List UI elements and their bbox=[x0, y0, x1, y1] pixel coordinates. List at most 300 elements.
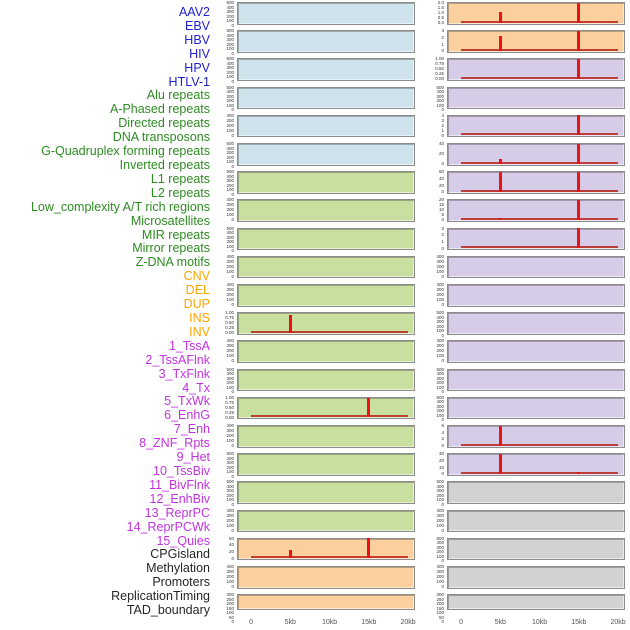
y-tick-label: 0 bbox=[441, 161, 444, 166]
red-spike bbox=[577, 115, 580, 135]
y-tick-label: 200 bbox=[436, 408, 444, 414]
y-tick-label: 0.75 bbox=[225, 315, 234, 321]
profile-panel bbox=[237, 369, 415, 392]
row-label: INV bbox=[189, 324, 210, 339]
row-label: Inverted repeats bbox=[119, 158, 210, 172]
red-spike bbox=[499, 172, 502, 192]
y-tick-label: 400 bbox=[226, 145, 234, 151]
red-spike bbox=[289, 550, 292, 558]
y-axis-ticks bbox=[409, 114, 444, 139]
y-axis-ticks bbox=[409, 227, 444, 252]
y-tick-label: 500 bbox=[436, 394, 444, 400]
row-label: TAD_boundary bbox=[126, 603, 210, 618]
y-tick-label: 0 bbox=[441, 501, 444, 507]
row-label: 1_TssA bbox=[169, 338, 210, 353]
profile-panel bbox=[237, 594, 415, 610]
y-tick-label: 100 bbox=[226, 18, 234, 23]
y-axis-ticks bbox=[199, 509, 234, 534]
y-tick-label: 400 bbox=[226, 564, 234, 569]
profile-panel bbox=[447, 538, 625, 561]
y-tick-label: 0 bbox=[441, 417, 444, 423]
x-tick-label: 10kb bbox=[531, 619, 548, 626]
y-tick-label: 300 bbox=[226, 592, 234, 598]
y-tick-label: 500 bbox=[226, 0, 234, 5]
y-axis-ticks bbox=[199, 198, 234, 223]
profile-panel bbox=[237, 30, 415, 53]
y-tick-label: 15 bbox=[438, 202, 444, 208]
red-spike bbox=[499, 426, 502, 446]
y-tick-label: 300 bbox=[436, 569, 444, 574]
y-tick-label: 200 bbox=[226, 239, 234, 245]
y-tick-label: 300 bbox=[436, 488, 444, 494]
y-tick-label: 100 bbox=[226, 438, 234, 443]
y-tick-label: 200 bbox=[436, 98, 444, 104]
profile-panel bbox=[237, 481, 415, 504]
y-axis-ticks bbox=[199, 57, 234, 82]
y-axis-ticks bbox=[199, 29, 234, 54]
baseline-curve bbox=[461, 218, 618, 220]
y-tick-label: 0 bbox=[231, 389, 234, 395]
y-tick-label: 5 bbox=[441, 212, 444, 218]
row-label: G-Quadruplex forming repeats bbox=[41, 144, 210, 159]
y-tick-label: 200 bbox=[226, 182, 234, 188]
y-tick-label: 200 bbox=[226, 464, 234, 470]
y-tick-label: 200 bbox=[436, 263, 444, 269]
baseline-curve bbox=[251, 415, 408, 417]
profile-panel bbox=[447, 312, 625, 335]
y-axis-ticks bbox=[409, 311, 444, 336]
y-tick-label: 300 bbox=[226, 178, 234, 184]
profile-panel bbox=[447, 425, 625, 448]
profile-panel bbox=[237, 425, 415, 448]
y-tick-label: 20 bbox=[438, 457, 444, 463]
y-tick-label: 1.5 bbox=[437, 5, 444, 10]
y-axis-ticks bbox=[199, 227, 234, 252]
x-tick-label: 20kb bbox=[610, 619, 626, 626]
y-tick-label: 0 bbox=[441, 619, 444, 625]
y-tick-label: 0 bbox=[441, 471, 444, 477]
y-tick-label: 200 bbox=[226, 154, 234, 160]
y-tick-label: 400 bbox=[226, 60, 234, 66]
y-tick-label: 400 bbox=[226, 197, 234, 203]
y-tick-label: 300 bbox=[226, 150, 234, 155]
red-spike bbox=[577, 3, 580, 23]
y-tick-label: 200 bbox=[436, 348, 444, 354]
y-tick-label: 100 bbox=[226, 46, 234, 52]
row-label: Alu repeats bbox=[146, 88, 210, 103]
y-tick-label: 500 bbox=[226, 451, 234, 457]
y-tick-label: 0 bbox=[231, 584, 234, 589]
y-tick-label: 0 bbox=[231, 22, 234, 28]
profile-panel bbox=[447, 30, 625, 53]
y-tick-label: 0 bbox=[441, 189, 444, 195]
y-tick-label: 300 bbox=[436, 319, 444, 325]
y-tick-label: 0 bbox=[441, 527, 444, 533]
y-tick-label: 20 bbox=[438, 182, 444, 188]
y-tick-label: 500 bbox=[226, 141, 234, 146]
y-tick-label: 0.25 bbox=[435, 71, 444, 77]
y-tick-label: 100 bbox=[436, 297, 444, 302]
y-tick-label: 100 bbox=[436, 553, 444, 559]
red-spike bbox=[367, 538, 370, 558]
y-tick-label: 300 bbox=[226, 512, 234, 518]
profile-panel bbox=[447, 199, 625, 222]
red-spike bbox=[577, 59, 580, 79]
y-tick-label: 0 bbox=[441, 584, 444, 589]
y-tick-label: 300 bbox=[226, 202, 234, 208]
y-axis-ticks bbox=[199, 283, 234, 308]
x-tick-label: 5kb bbox=[284, 619, 296, 626]
y-tick-label: 0.75 bbox=[225, 399, 234, 405]
profile-panel bbox=[447, 228, 625, 251]
y-tick-label: 200 bbox=[226, 574, 234, 579]
baseline-curve bbox=[461, 49, 618, 51]
row-label: INS bbox=[189, 311, 210, 326]
profile-panel bbox=[237, 143, 415, 166]
profile-panel bbox=[447, 171, 625, 194]
row-label: 14_ReprPCWk bbox=[126, 519, 210, 534]
y-tick-label: 100 bbox=[436, 328, 444, 334]
y-tick-label: 300 bbox=[226, 93, 234, 99]
y-tick-label: 200 bbox=[436, 380, 444, 386]
red-spike bbox=[499, 36, 502, 51]
profile-panel bbox=[447, 566, 625, 589]
y-tick-label: 400 bbox=[436, 89, 444, 95]
y-axis-ticks bbox=[199, 480, 234, 505]
y-axis-ticks bbox=[199, 142, 234, 167]
y-tick-label: 300 bbox=[436, 258, 444, 264]
y-axis-ticks bbox=[199, 396, 234, 421]
y-tick-label: 100 bbox=[226, 353, 234, 359]
y-tick-label: 0 bbox=[231, 132, 234, 138]
profile-panel bbox=[237, 58, 415, 81]
red-spike bbox=[577, 472, 580, 474]
y-tick-label: 100 bbox=[226, 610, 234, 616]
y-axis-ticks bbox=[409, 565, 444, 590]
row-label: CPGisland bbox=[150, 547, 210, 562]
red-spike bbox=[499, 12, 502, 23]
baseline-curve bbox=[461, 133, 618, 135]
y-tick-label: 200 bbox=[436, 517, 444, 523]
y-tick-label: 10 bbox=[438, 464, 444, 470]
row-label: EBV bbox=[184, 18, 210, 33]
y-tick-label: 100 bbox=[436, 412, 444, 418]
y-tick-label: 400 bbox=[226, 423, 234, 428]
y-tick-label: 500 bbox=[436, 310, 444, 316]
y-tick-label: 2.0 bbox=[437, 0, 444, 5]
y-tick-label: 400 bbox=[226, 282, 234, 287]
y-tick-label: 400 bbox=[226, 371, 234, 377]
y-axis-ticks bbox=[409, 57, 444, 82]
y-tick-label: 50 bbox=[438, 614, 444, 620]
profile-panel bbox=[447, 594, 625, 610]
y-tick-label: 400 bbox=[226, 230, 234, 236]
y-tick-label: 200 bbox=[226, 348, 234, 354]
y-tick-label: 0 bbox=[441, 107, 444, 113]
y-tick-label: 300 bbox=[226, 569, 234, 574]
y-tick-label: 400 bbox=[436, 282, 444, 287]
y-tick-label: 200 bbox=[226, 41, 234, 47]
row-label: Mirror repeats bbox=[132, 241, 210, 256]
row-label: DUP bbox=[183, 297, 210, 312]
y-tick-label: 400 bbox=[436, 253, 444, 259]
row-label: 15_Quies bbox=[156, 533, 210, 548]
y-tick-label: 100 bbox=[436, 102, 444, 108]
y-tick-label: 0 bbox=[441, 132, 444, 138]
y-tick-label: 200 bbox=[436, 323, 444, 329]
y-axis-ticks bbox=[199, 565, 234, 590]
profile-panel bbox=[237, 312, 415, 335]
y-tick-label: 1.0 bbox=[437, 10, 444, 15]
profile-panel bbox=[447, 115, 625, 138]
profile-panel bbox=[237, 2, 415, 25]
y-tick-label: 0 bbox=[231, 473, 234, 479]
y-tick-label: 300 bbox=[226, 488, 234, 494]
row-label: HBV bbox=[184, 32, 210, 47]
row-label: 13_ReprPC bbox=[144, 505, 210, 520]
profile-panel bbox=[237, 228, 415, 251]
y-tick-label: 60 bbox=[438, 169, 444, 175]
red-spike bbox=[577, 144, 580, 164]
row-label: 2_TssAFlnk bbox=[145, 352, 210, 367]
row-label: 12_EnhBiv bbox=[149, 491, 210, 506]
y-tick-label: 200 bbox=[226, 263, 234, 269]
y-tick-label: 200 bbox=[226, 380, 234, 386]
y-tick-label: 300 bbox=[226, 234, 234, 240]
row-label: Low_complexity A/T rich regions bbox=[30, 199, 210, 214]
y-tick-label: 10 bbox=[438, 207, 444, 213]
y-tick-label: 300 bbox=[226, 428, 234, 433]
y-tick-label: 400 bbox=[436, 399, 444, 405]
y-tick-label: 100 bbox=[226, 74, 234, 80]
y-tick-label: 1 bbox=[441, 127, 444, 133]
y-tick-label: 100 bbox=[436, 268, 444, 274]
row-label: Methylation bbox=[146, 561, 210, 576]
y-axis-ticks bbox=[199, 592, 234, 625]
y-tick-label: 400 bbox=[436, 314, 444, 320]
row-label: Z-DNA motifs bbox=[135, 255, 210, 270]
profile-panel bbox=[447, 481, 625, 504]
y-axis-ticks bbox=[409, 396, 444, 421]
y-tick-label: 300 bbox=[436, 403, 444, 409]
y-tick-label: 200 bbox=[226, 492, 234, 498]
y-tick-label: 500 bbox=[226, 169, 234, 175]
red-spike bbox=[499, 218, 502, 220]
y-tick-label: 200 bbox=[436, 292, 444, 297]
row-label: DEL bbox=[185, 283, 210, 298]
y-tick-label: 100 bbox=[436, 610, 444, 616]
y-tick-label: 1 bbox=[441, 238, 444, 244]
baseline-curve bbox=[461, 162, 618, 164]
baseline-curve bbox=[251, 556, 408, 558]
profile-panel bbox=[237, 87, 415, 110]
y-axis-ticks bbox=[199, 1, 234, 26]
y-tick-label: 20 bbox=[438, 151, 444, 156]
y-tick-label: 300 bbox=[226, 258, 234, 264]
y-tick-label: 200 bbox=[226, 98, 234, 104]
y-tick-label: 0 bbox=[441, 558, 444, 564]
y-tick-label: 0.00 bbox=[225, 330, 234, 336]
profile-panel bbox=[447, 453, 625, 476]
y-tick-label: 100 bbox=[436, 497, 444, 503]
y-tick-label: 3 bbox=[441, 28, 444, 34]
red-spike bbox=[577, 172, 580, 192]
y-tick-label: 400 bbox=[226, 32, 234, 38]
baseline-curve bbox=[461, 246, 618, 248]
y-tick-label: 300 bbox=[436, 93, 444, 99]
y-axis-ticks bbox=[409, 537, 444, 562]
y-tick-label: 500 bbox=[436, 479, 444, 485]
y-tick-label: 200 bbox=[226, 433, 234, 438]
y-axis-ticks bbox=[409, 86, 444, 111]
row-label: HPV bbox=[184, 60, 210, 75]
row-label: CNV bbox=[183, 269, 210, 284]
baseline-curve bbox=[251, 331, 408, 333]
y-tick-label: 300 bbox=[226, 9, 234, 14]
y-axis-ticks bbox=[409, 368, 444, 393]
y-tick-label: 200 bbox=[226, 69, 234, 75]
y-tick-label: 30 bbox=[438, 451, 444, 457]
y-axis-ticks bbox=[199, 537, 234, 562]
y-tick-label: 400 bbox=[226, 253, 234, 259]
y-tick-label: 200 bbox=[226, 122, 234, 128]
y-tick-label: 60 bbox=[228, 535, 234, 541]
y-tick-label: 100 bbox=[436, 522, 444, 528]
profile-panel bbox=[237, 340, 415, 363]
y-tick-label: 400 bbox=[226, 507, 234, 513]
y-axis-ticks bbox=[409, 452, 444, 477]
y-tick-label: 0 bbox=[441, 442, 444, 448]
y-tick-label: 0 bbox=[231, 50, 234, 56]
y-tick-label: 500 bbox=[226, 225, 234, 231]
row-label: 7_Enh bbox=[173, 422, 210, 437]
x-tick-label: 15kb bbox=[361, 619, 377, 626]
y-tick-label: 0 bbox=[231, 555, 234, 561]
profile-panel bbox=[447, 284, 625, 307]
row-label: Promoters bbox=[152, 575, 210, 590]
y-tick-label: 0 bbox=[231, 619, 234, 625]
y-tick-label: 500 bbox=[226, 56, 234, 62]
y-tick-label: 0 bbox=[231, 358, 234, 364]
y-axis-ticks bbox=[199, 368, 234, 393]
y-tick-label: 0 bbox=[231, 527, 234, 533]
y-tick-label: 400 bbox=[226, 338, 234, 344]
y-tick-label: 0.00 bbox=[435, 76, 444, 82]
row-labels bbox=[0, 0, 210, 630]
y-tick-label: 400 bbox=[436, 564, 444, 569]
row-label: 3_TxFlnk bbox=[158, 366, 210, 381]
x-tick-label: 20kb bbox=[400, 619, 416, 626]
row-label: Microsatellites bbox=[130, 213, 210, 228]
red-spike bbox=[499, 159, 502, 164]
y-tick-label: 400 bbox=[436, 483, 444, 489]
y-tick-label: 100 bbox=[436, 353, 444, 359]
profile-panel bbox=[237, 199, 415, 222]
y-axis-ticks bbox=[199, 255, 234, 280]
y-tick-label: 0.0 bbox=[437, 20, 444, 25]
row-label: HTLV-1 bbox=[168, 74, 210, 89]
row-label: 4_Tx bbox=[182, 380, 210, 395]
profile-panel bbox=[447, 256, 625, 279]
y-tick-label: 400 bbox=[226, 4, 234, 10]
red-spike bbox=[577, 228, 580, 248]
y-tick-label: 0 bbox=[441, 332, 444, 338]
y-tick-label: 0.75 bbox=[435, 61, 444, 67]
red-spike bbox=[367, 398, 370, 417]
y-tick-label: 100 bbox=[226, 159, 234, 164]
y-tick-label: 400 bbox=[436, 540, 444, 546]
y-tick-label: 500 bbox=[226, 28, 234, 34]
row-label: MIR repeats bbox=[141, 227, 210, 242]
y-tick-label: 300 bbox=[436, 287, 444, 292]
y-tick-label: 40 bbox=[228, 542, 234, 548]
profile-panel bbox=[237, 453, 415, 476]
profile-panel bbox=[447, 340, 625, 363]
y-tick-label: 20 bbox=[228, 549, 234, 555]
y-tick-label: 50 bbox=[228, 614, 234, 620]
y-axis-ticks bbox=[199, 311, 234, 336]
y-tick-label: 300 bbox=[436, 544, 444, 550]
y-tick-label: 0.50 bbox=[225, 320, 234, 326]
profile-panel bbox=[447, 58, 625, 81]
y-tick-label: 0 bbox=[231, 107, 234, 113]
row-label: 8_ZNF_Rpts bbox=[139, 436, 210, 451]
y-tick-label: 200 bbox=[436, 549, 444, 555]
profile-panel bbox=[237, 397, 415, 420]
y-tick-label: 3 bbox=[441, 117, 444, 123]
y-tick-label: 400 bbox=[226, 89, 234, 95]
y-tick-label: 100 bbox=[226, 384, 234, 390]
profile-panel bbox=[447, 87, 625, 110]
x-tick-label: 5kb bbox=[494, 619, 506, 626]
profile-panel bbox=[447, 397, 625, 420]
y-axis-ticks bbox=[199, 170, 234, 195]
y-tick-label: 300 bbox=[226, 117, 234, 123]
y-tick-label: 300 bbox=[226, 343, 234, 349]
y-tick-label: 0 bbox=[231, 248, 234, 254]
red-spike bbox=[499, 454, 502, 474]
y-tick-label: 200 bbox=[226, 207, 234, 213]
y-tick-label: 0.50 bbox=[225, 404, 234, 410]
y-tick-label: 100 bbox=[226, 579, 234, 584]
y-tick-label: 0.25 bbox=[225, 325, 234, 331]
row-label: L2 repeats bbox=[150, 185, 210, 200]
y-tick-label: 0 bbox=[441, 358, 444, 364]
y-tick-label: 300 bbox=[226, 65, 234, 71]
y-tick-label: 100 bbox=[436, 579, 444, 584]
y-tick-label: 500 bbox=[226, 479, 234, 485]
y-tick-label: 1 bbox=[441, 41, 444, 47]
baseline-curve bbox=[461, 190, 618, 192]
y-tick-label: 2 bbox=[441, 34, 444, 40]
y-tick-label: 0.50 bbox=[435, 66, 444, 72]
y-tick-label: 4 bbox=[441, 112, 444, 118]
y-axis-ticks bbox=[409, 198, 444, 223]
x-tick-label: 10kb bbox=[321, 619, 338, 626]
row-label: DNA transposons bbox=[112, 130, 210, 145]
y-tick-label: 40 bbox=[438, 175, 444, 181]
y-tick-label: 300 bbox=[226, 460, 234, 466]
y-tick-label: 40 bbox=[438, 141, 444, 146]
y-tick-label: 400 bbox=[436, 371, 444, 377]
baseline-curve bbox=[461, 77, 618, 79]
profile-panel bbox=[447, 369, 625, 392]
profile-panel bbox=[237, 538, 415, 561]
row-label: 5_TxWk bbox=[164, 394, 210, 409]
y-tick-label: 100 bbox=[226, 469, 234, 475]
y-tick-label: 2 bbox=[441, 436, 444, 442]
y-tick-label: 0 bbox=[231, 501, 234, 507]
